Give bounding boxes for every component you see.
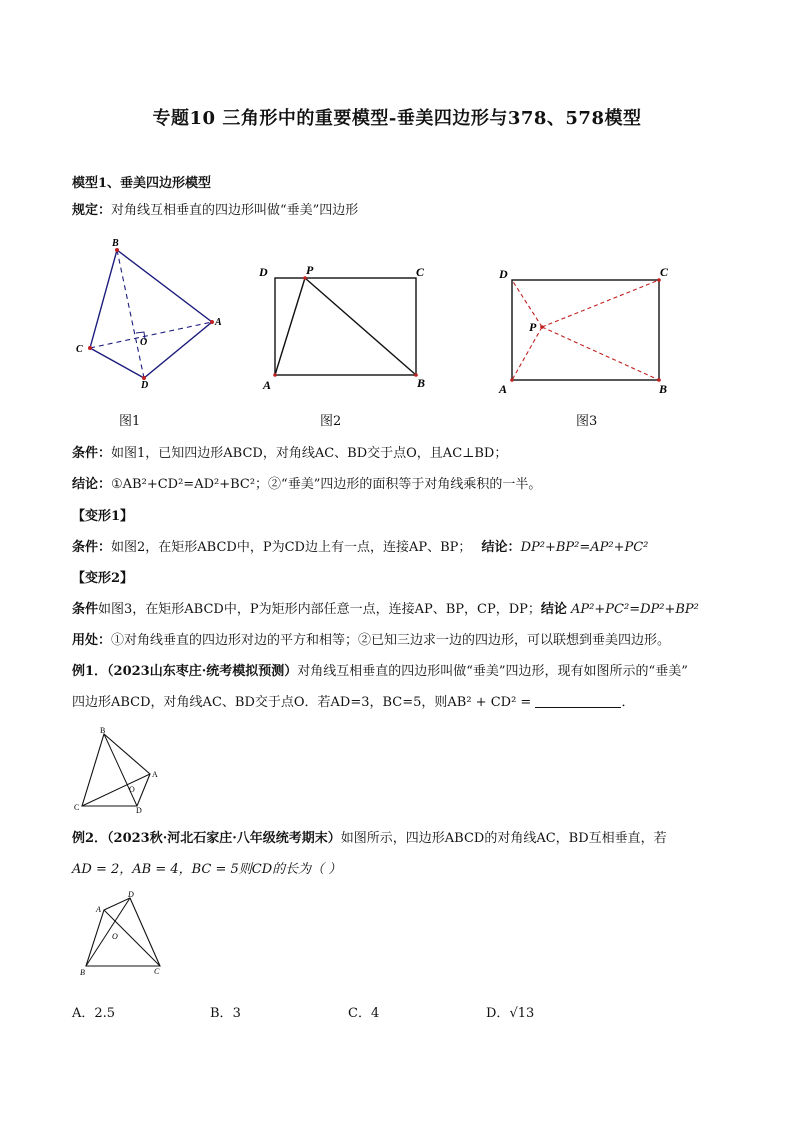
fig1-point-a (210, 320, 214, 324)
example1-label: 例1． (72, 664, 108, 679)
conclusion1-label: 结论： (72, 477, 112, 492)
figure-2-diagram (255, 258, 435, 398)
fig3-label-a: A (499, 382, 508, 396)
ex2-label-d: D (128, 890, 134, 899)
example1-text1: 对角线互相垂直的四边形叫做“垂美”四边形，现有如图所示的“垂美” (297, 664, 688, 679)
variant1-label: 条件： (72, 540, 112, 555)
option-c-value: 4 (370, 1006, 380, 1021)
definition-text: 对角线互相垂直的四边形叫做“垂美”四边形 (111, 203, 359, 218)
fig1-label-d: D (141, 380, 149, 391)
example2-line1 (72, 830, 667, 848)
fig3-segment-bp (542, 327, 659, 380)
ex1-diagonal-ac (82, 774, 150, 806)
fig2-label-p: P (306, 263, 314, 277)
fig1-label-a: A (215, 317, 222, 328)
example2-label: 例2． (72, 831, 108, 846)
fig2-segment-bp (305, 278, 416, 375)
figure-2-caption: 图2 (320, 414, 342, 429)
example2-text1: 如图所示，四边形ABCD的对角线AC，BD互相垂直，若 (340, 831, 667, 846)
condition1-text: 如图1，已知四边形ABCD，对角线AC、BD交于点O，且AC⊥BD； (111, 446, 508, 461)
condition1-label: 条件： (72, 446, 112, 461)
fig3-label-b: B (659, 382, 668, 396)
fig3-point-p (540, 325, 544, 329)
variant1-conclusion-label: 结论： (481, 540, 521, 555)
fig2-segment-ap (275, 278, 305, 375)
ex2-label-o: O (112, 932, 118, 941)
example1-line1 (72, 663, 688, 681)
option-b-letter: B． (210, 1006, 233, 1021)
fig3-label-p: P (529, 320, 537, 334)
fig1-diagonal-bd (117, 250, 144, 378)
ex2-label-c: C (154, 967, 160, 976)
example1-end: ． (621, 695, 635, 710)
fig3-segment-ap (512, 327, 542, 380)
variant2-conclusion-label: 结论 (540, 602, 567, 617)
option-d-letter: D． (486, 1006, 510, 1021)
example1-text2: 四边形ABCD，对角线AC、BD交于点O．若AD=3，BC=5，则AB² + CD² = (72, 695, 532, 710)
ex2-label-b: B (80, 968, 85, 977)
option-a-letter: A． (72, 1006, 95, 1021)
fig2-label-d: D (259, 265, 268, 279)
example2-source: （2023秋·河北石家庄·八年级统考期末） (107, 831, 341, 846)
option-d[interactable] (486, 1002, 534, 1021)
option-c[interactable] (348, 1002, 379, 1021)
example1-line2 (72, 694, 634, 712)
option-c-letter: C． (348, 1006, 371, 1021)
usage-line (72, 632, 670, 650)
figure-3-caption: 图3 (576, 414, 598, 429)
variant1-heading: 【变形1】 (72, 509, 134, 524)
definition-label: 规定： (72, 203, 112, 218)
ex1-label-d: D (136, 806, 142, 815)
variant2-line (72, 601, 699, 619)
fig1-label-o: O (140, 337, 148, 348)
example1-diagram (68, 724, 168, 816)
variant2-conclusion: AP²+PC²=DP²+BP² (571, 602, 699, 617)
figure-1-diagram (68, 232, 228, 394)
conclusion1-text: ①AB²+CD²=AD²+BC²；②“垂美”四边形的面积等于对角线乘积的一半。 (111, 477, 542, 492)
variant1-conclusion: DP²+BP²=AP²+PC² (520, 540, 649, 555)
fig1-point-c (88, 346, 92, 350)
figure-3-diagram (494, 260, 684, 400)
fig3-label-c: C (660, 265, 669, 279)
conclusion1-line (72, 476, 541, 494)
ex1-label-o: O (129, 785, 135, 794)
page-title: 专题10 三角形中的重要模型-垂美四边形与378、578模型 (152, 108, 642, 129)
fig2-rectangle (275, 278, 416, 375)
fig2-label-a: A (263, 378, 272, 392)
ex1-quadrilateral (82, 734, 150, 806)
option-b-value: 3 (232, 1006, 241, 1021)
fig2-label-b: B (417, 376, 426, 390)
variant1-text: 如图2，在矩形ABCD中，P为CD边上有一点，连接AP、BP； (111, 540, 472, 555)
fig2-point-a (273, 373, 277, 377)
definition-line (72, 202, 358, 220)
option-a-value: 2.5 (94, 1006, 116, 1021)
example2-text2: AD = 2，AB = 4，BC = 5则CD的长为（ ） (72, 862, 342, 877)
fig3-label-d: D (499, 267, 508, 281)
variant2-label: 条件 (72, 602, 99, 617)
ex1-label-b: B (100, 726, 106, 735)
ex1-diagonal-bd (104, 734, 137, 806)
fig1-diagonal-ac (90, 322, 212, 348)
option-a[interactable] (72, 1002, 115, 1021)
ex1-label-c: C (74, 803, 80, 812)
fig3-segment-dp (512, 280, 542, 327)
variant2-heading: 【变形2】 (72, 571, 134, 586)
fig2-label-c: C (416, 265, 425, 279)
example2-diagram (76, 890, 176, 980)
ex2-label-a: A (96, 905, 101, 914)
usage-label: 用处： (72, 633, 112, 648)
fig1-label-b: B (112, 238, 119, 249)
example1-answer-blank[interactable] (535, 695, 621, 708)
condition1-line (72, 445, 507, 463)
fig1-quadrilateral (90, 250, 212, 378)
fig3-point-a (510, 378, 514, 382)
ex1-label-a: A (152, 770, 158, 779)
variant2-text: 如图3，在矩形ABCD中，P为矩形内部任意一点，连接AP、BP，CP，DP； (98, 602, 541, 617)
option-b[interactable] (210, 1002, 241, 1021)
option-d-value: √13 (509, 1006, 535, 1021)
fig1-label-c: C (76, 344, 83, 355)
example1-source: （2023山东枣庄·统考模拟预测） (107, 664, 298, 679)
usage-text: ①对角线垂直的四边形对边的平方和相等；②已知三边求一边的四边形，可以联想到垂美四边形。 (111, 633, 671, 648)
figure-1-caption: 图1 (119, 414, 141, 429)
fig3-segment-cp (542, 280, 659, 327)
model1-heading: 模型1、垂美四边形模型 (72, 176, 212, 191)
variant1-line (72, 539, 648, 557)
